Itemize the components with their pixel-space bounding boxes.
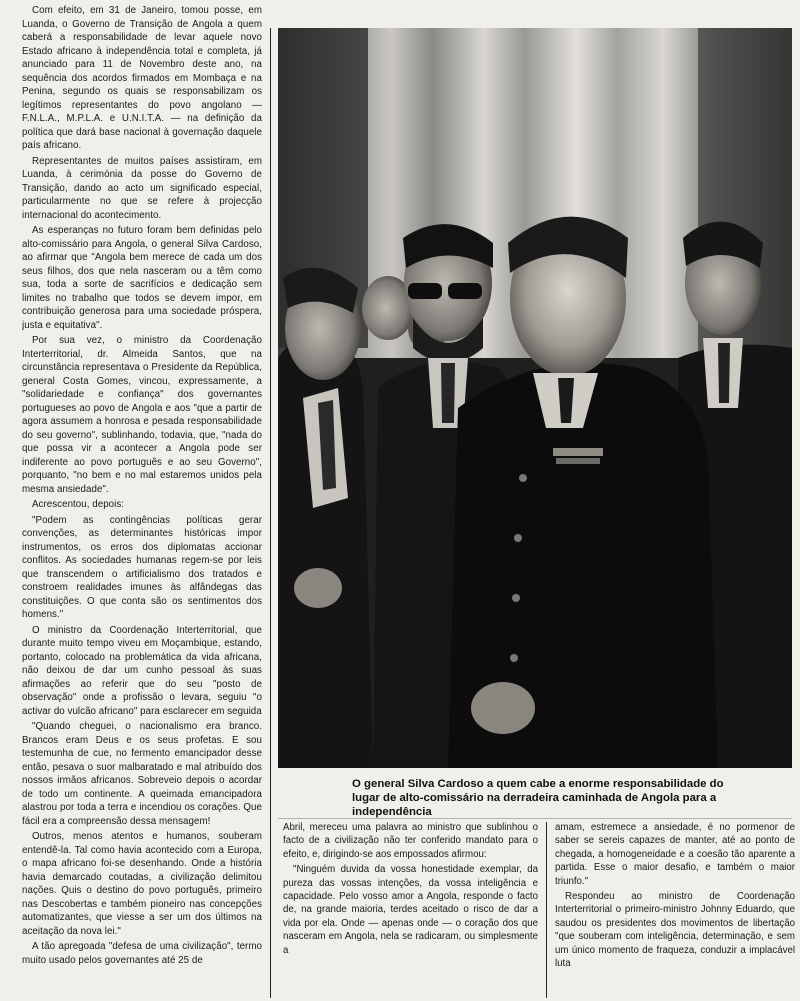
left-column — [22, 4, 262, 998]
paragraph: Com efeito, em 31 de Janeiro, tomou posse, em Luanda, o Governo de Transição de Angola a quem caberá a responsabilidade de levar aquele novo Estado africano à independência total e completa, já anunciado para 11 de Novembro deste ano, na sequência dos acordos firmados em Mombaça e na Penina, segundo os quais se responsabilizam os legítimos representantes do povo angolano — F.N.L.A., M.P.L.A. e U.N.I.T.A. — na definição da política que dará base nacional à governação daquele país africano. — [22, 5, 262, 151]
paragraph: amam, estremece a ansiedade, é no pormenor de saber se sereis capazes de manter, até ao ponto de chegada, a homogeneidade e a coesão tão aparente a partida. Esse o maior desafio, e também o maior triunfo." — [555, 822, 795, 887]
paragraph: O ministro da Coordenação Interterritorial, que durante muito tempo viveu em Moçambique, estando, portanto, colocado na problemática da vida africana, não deixou de dar um cunho pessoal às suas afirmações ao referir que do seu "posto de observação" onde a profissão o levara, seguiu "o activar do vulcão africano" para esclarecer em seguida — [22, 624, 262, 717]
paragraph: A tão apregoada "defesa de uma civilização", termo muito usado pelos governantes até 25 de — [22, 941, 262, 966]
paragraph: Por sua vez, o ministro da Coordenação Interterritorial, dr. Almeida Santos, que na circunstância representava o Presidente da República, general Costa Gomes, vincou, expressamente, a "solidariedade e confiança" dos governantes portugueses ao povo de Angola e aos "que a partir de agora assumem a honrosa e pesada responsabilidade do seu governo", sublinhando, todavia, que, "nada do que possa vir a acontecer a Angola pode ser indiferente ao povo português e ao seu Governo", porquanto, "no bem e no mal estaremos unidos pela mesma ansiedade". — [22, 335, 262, 495]
middle-column — [283, 821, 538, 999]
caption-rule — [278, 818, 792, 819]
paragraph: "Ninguém duvida da vossa honestidade exemplar, da pureza das vossas intenções, da vossa inteligência e capacidade. Pelo vosso amor a Angola, responde o facto de, na grande maioria, terdes aceitado o risco de dar a vida por ela. Onde — apenas onde — o coração dos que nasceram em Angola, nela se radicaram, ou simplesmente a — [283, 864, 538, 956]
paragraph: As esperanças no futuro foram bem definidas pelo alto-comissário para Angola, o general Silva Cardoso, ao afirmar que "Angola bem merece de cada um dos seus filhos, dos que nela nasceram ou a têm como sua, toda a sorte de sacrifícios e dedicação sem limites no trabalho que todos se devem impor, em contribuição generosa para uma sociedade próspera, justa e equitativa". — [22, 225, 262, 331]
column-divider — [546, 822, 547, 998]
photo-caption: O general Silva Cardoso a quem cabe a enorme responsabilidade do lugar de alto-comissário na derradeira caminhada de Angola para a independência — [352, 778, 724, 819]
paragraph: Abril, mereceu uma palavra ao ministro que sublinhou o facto de a civilização não ter conferido mandato para o efeito, e, dirigindo-se aos empossados afirmou: — [283, 822, 538, 860]
photo-officials-icon — [278, 28, 792, 768]
right-column — [555, 821, 795, 999]
paragraph: Outros, menos atentos e humanos, souberam entendê-la. Tal como havia acontecido com a Europa, o mapa africano foi-se desenhando. Onde a história havia demarcado coutadas, a civilização delimitou nações. Quis o destino do povo português, primeiro nas Descobertas e também pioneiro nas concepções automatizantes, que viesse a ser um dos últimos na aceitação da nova lei." — [22, 831, 262, 937]
paragraph: "Quando cheguei, o nacionalismo era branco. Brancos eram Deus e os seus profetas. E sou testemunha de cue, no fermento emancipador desse então, pesava o suor malbaratado e mal atribuído dos nossos irmãos africanos. Sobreveio depois o acordar de todo um continente. A queimada emancipadora alastrou por toda a terra e incendiou os corações. Que fácil era a compreensão dessa mensagem! — [22, 721, 262, 827]
column-divider — [270, 28, 271, 998]
paragraph: Representantes de muitos países assistiram, em Luanda, à cerimónia da posse do Governo de Transição, dando ao acto um significado especial, particularmente no que se refere à projecção internacional do acontecimento. — [22, 155, 262, 221]
paragraph: Respondeu ao ministro de Coordenação Interterritorial o primeiro-ministro Johnny Eduardo, que saudou os presidentes dos movimentos de libertação "que souberam com inteligência, determinação, e sem um único momento de fraqueza, conduzir a implacável luta — [555, 891, 795, 970]
paragraph: Acrescentou, depois: — [32, 499, 125, 510]
paragraph: "Podem as contingências políticas gerar convenções, as determinantes históricas impor instrumentos, os erros dos diplomatas accionar conflitos. As sociedades humanas regem-se por leis que transcendem o artificialismo dos tratados e constroem realidades imunes às alfândegas das constituições. O que conta são os sentimentos dos homens." — [22, 514, 262, 620]
